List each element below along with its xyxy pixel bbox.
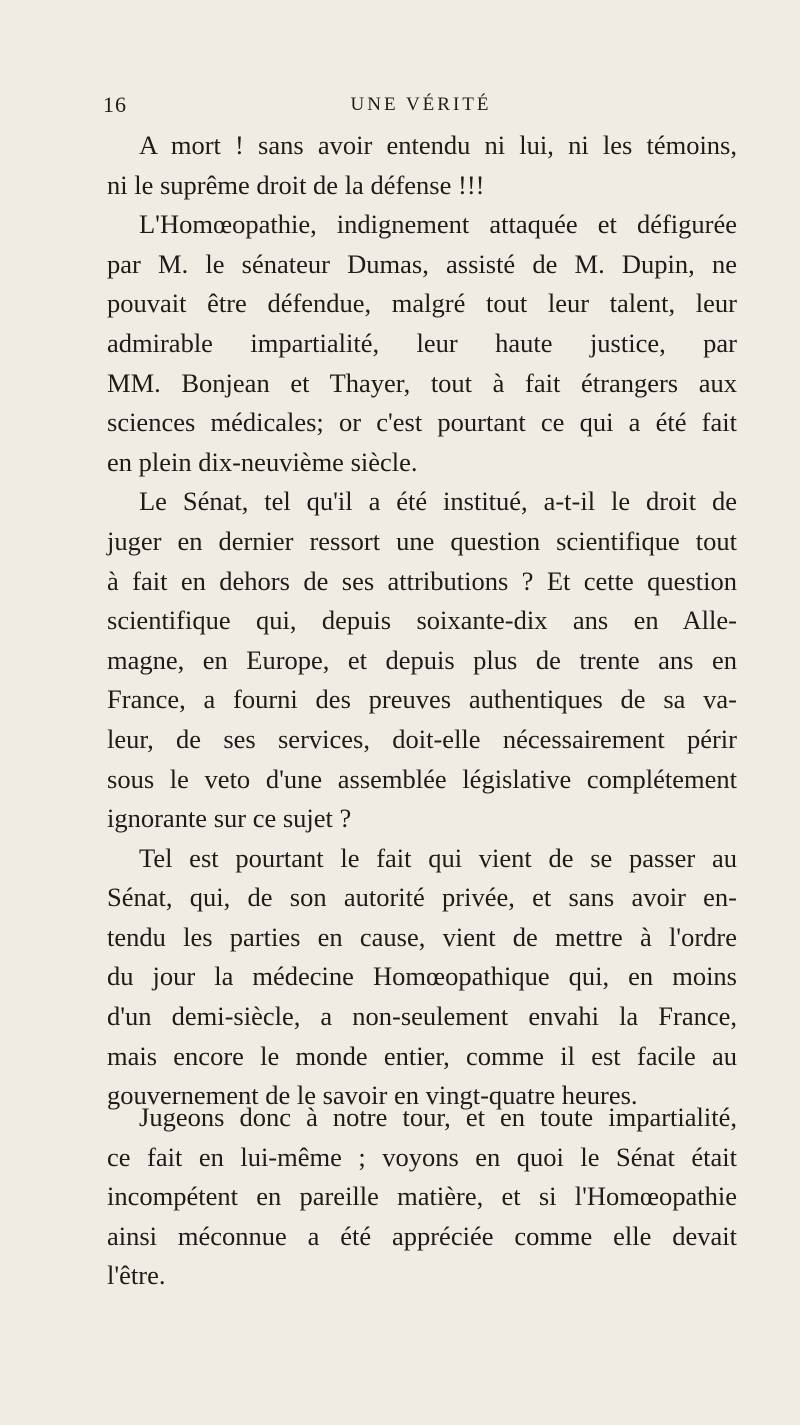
running-title: UNE VÉRITÉ bbox=[350, 94, 492, 115]
text-line: incompétent en pareille matière, et si l'Homœopathie bbox=[107, 1181, 737, 1212]
running-head bbox=[103, 92, 739, 122]
text-line: scientifique qui, depuis soixante-dix ans en Alle- bbox=[107, 605, 737, 636]
text-line: ce fait en lui-même ; voyons en quoi le Sénat était bbox=[107, 1141, 737, 1172]
text-line: admirable impartialité, leur haute justice, par bbox=[107, 327, 737, 358]
text-line: L'Homœopathie, indignement attaquée et défigurée bbox=[139, 209, 737, 240]
text-line: d'un demi-siècle, a non-seulement envahi la France, bbox=[107, 1001, 737, 1032]
text-line: juger en dernier ressort une question scientifique tout bbox=[107, 525, 737, 556]
text-line: sous le veto d'une assemblée législative complétement bbox=[107, 763, 737, 794]
text-line: ignorante sur ce sujet ? bbox=[107, 803, 352, 834]
text-line: du jour la médecine Homœopathique qui, en moins bbox=[107, 961, 737, 992]
text-line: ainsi méconnue a été appréciée comme elle devait bbox=[107, 1220, 737, 1251]
text-line: leur, de ses services, doit-elle nécessairement périr bbox=[107, 723, 737, 754]
text-line: magne, en Europe, et depuis plus de trente ans en bbox=[107, 644, 737, 675]
body-text-continued bbox=[107, 1098, 737, 1296]
page-number: 16 bbox=[103, 92, 127, 117]
text-line: pouvait être défendue, malgré tout leur talent, leur bbox=[107, 288, 737, 319]
text-line: Tel est pourtant le fait qui vient de se passer au bbox=[139, 842, 737, 873]
body-text bbox=[107, 126, 737, 1116]
text-line: tendu les parties en cause, vient de mettre à l'ordre bbox=[107, 921, 737, 952]
text-line: MM. Bonjean et Thayer, tout à fait étrangers aux bbox=[107, 367, 737, 398]
text-line: par M. le sénateur Dumas, assisté de M. Dupin, ne bbox=[107, 248, 737, 279]
text-line: sciences médicales; or c'est pourtant ce qui a été fait bbox=[107, 407, 737, 438]
text-line: ni le suprême droit de la défense !!! bbox=[107, 169, 485, 200]
text-line: l'être. bbox=[107, 1260, 166, 1291]
text-line: A mort ! sans avoir entendu ni lui, ni les témoins, bbox=[139, 130, 737, 160]
text-line: France, a fourni des preuves authentiques de sa va- bbox=[107, 684, 737, 715]
text-line: en plein dix-neuvième siècle. bbox=[107, 446, 418, 477]
text-line: Le Sénat, tel qu'il a été institué, a-t-il le droit de bbox=[139, 486, 737, 517]
text-line: Sénat, qui, de son autorité privée, et sans avoir en- bbox=[107, 882, 737, 913]
text-line: mais encore le monde entier, comme il est facile au bbox=[107, 1040, 737, 1071]
text-line: à fait en dehors de ses attributions ? Et cette question bbox=[107, 565, 737, 596]
text-line: Jugeons donc à notre tour, et en toute impartialité, bbox=[139, 1102, 737, 1132]
text-line: gouvernement de le savoir en vingt-quatre heures. bbox=[107, 1080, 638, 1111]
